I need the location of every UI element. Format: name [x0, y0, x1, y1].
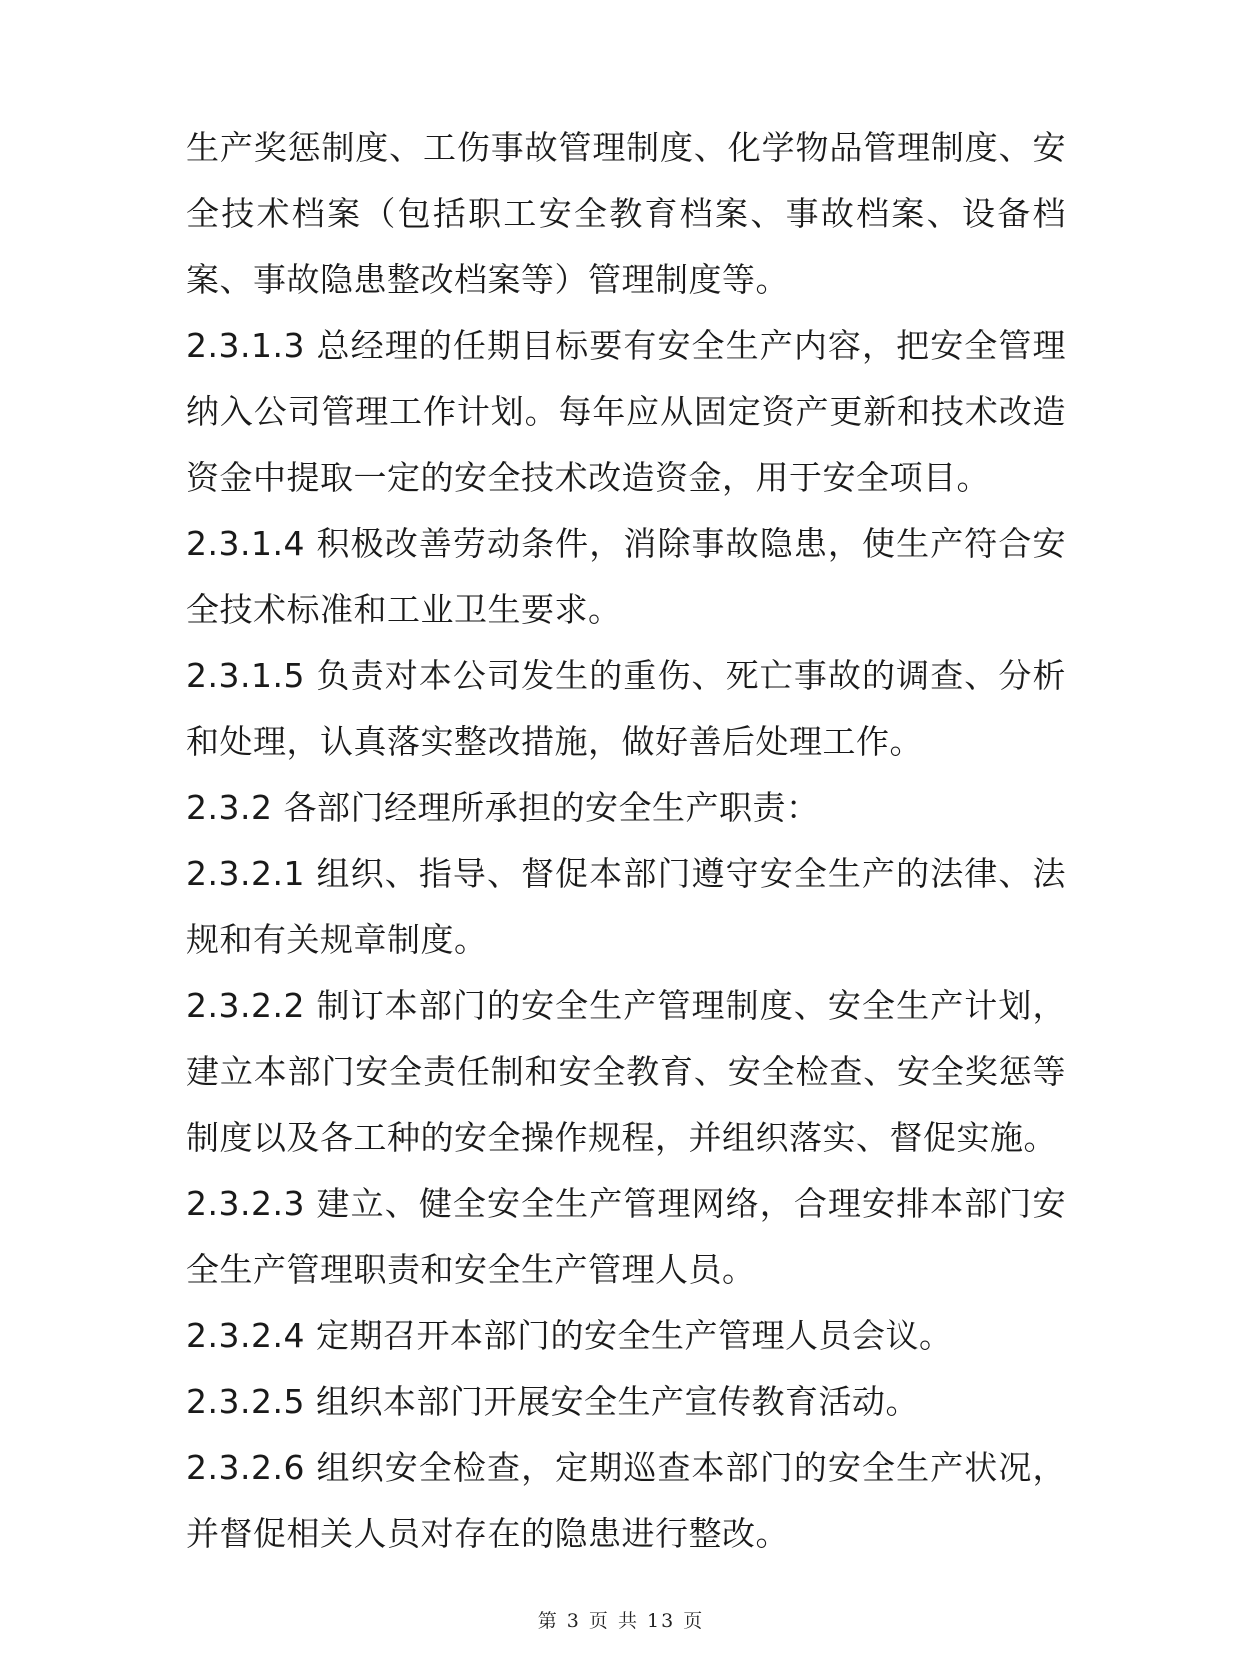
- paragraph: 2.3.2.4 定期召开本部门的安全生产管理人员会议。: [186, 1316, 953, 1355]
- paragraph: 2.3.2.6 组织安全检查，定期巡查本部门的安全生产状况，并督促相关人员对存在的隐患进行整改。: [186, 1448, 1066, 1553]
- paragraph: 生产奖惩制度、工伤事故管理制度、化学物品管理制度、安全技术档案（包括职工安全教育档案、事故档案、设备档案、事故隐患整改档案等）管理制度等。: [186, 128, 1066, 299]
- paragraph: 2.3.2.5 组织本部门开展安全生产宣传教育活动。: [186, 1382, 919, 1421]
- paragraph: 2.3.2.3 建立、健全安全生产管理网络，合理安排本部门安全生产管理职责和安全生产管理人员。: [186, 1184, 1066, 1289]
- paragraph: 2.3.2.2 制订本部门的安全生产管理制度、安全生产计划，建立本部门安全责任制和安全教育、安全检查、安全奖惩等制度以及各工种的安全操作规程，并组织落实、督促实施。: [186, 986, 1066, 1157]
- paragraph: 2.3.2 各部门经理所承担的安全生产职责：: [186, 788, 820, 827]
- paragraph: 2.3.2.1 组织、指导、督促本部门遵守安全生产的法律、法规和有关规章制度。: [186, 854, 1066, 959]
- paragraph: 2.3.1.3 总经理的任期目标要有安全生产内容，把安全管理纳入公司管理工作计划。每年应从固定资产更新和技术改造资金中提取一定的安全技术改造资金，用于安全项目。: [186, 326, 1066, 497]
- document-body: [186, 115, 1066, 1567]
- page-number-footer: 第 3 页 共 13 页: [537, 1610, 705, 1632]
- paragraph: 2.3.1.5 负责对本公司发生的重伤、死亡事故的调查、分析和处理，认真落实整改措施，做好善后处理工作。: [186, 656, 1066, 761]
- paragraph: 2.3.1.4 积极改善劳动条件，消除事故隐患，使生产符合安全技术标准和工业卫生要求。: [186, 524, 1066, 629]
